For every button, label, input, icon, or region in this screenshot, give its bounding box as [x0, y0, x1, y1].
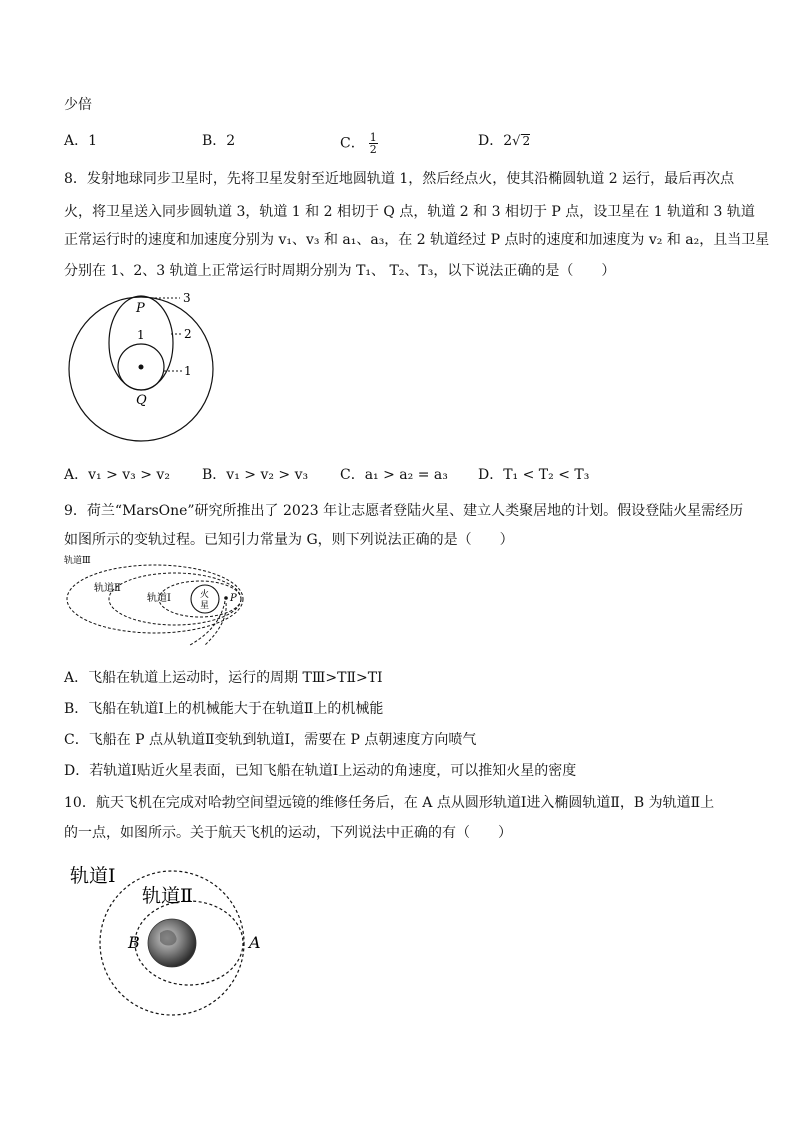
q8-text-line-1: 8．发射地球同步卫星时，先将卫星发射至近地圆轨道 1，然后经点火，使其沿椭圆轨道 2 运行，最后再次点 — [64, 171, 735, 187]
q7-option-c[interactable] — [340, 132, 478, 155]
q7-option-d[interactable] — [478, 132, 616, 155]
q8-option-b[interactable]: B．v₁ > v₂ > v₃ — [202, 467, 309, 483]
label-inner-1: 1 — [137, 328, 145, 342]
q9-option-c[interactable]: C．飞船在 P 点从轨道Ⅱ变轨到轨道Ⅰ，需要在 P 点朝速度方向喷气 — [64, 732, 477, 748]
q9-orbit-figure — [60, 553, 250, 653]
label-orbit-I: 轨道Ⅰ — [147, 593, 171, 604]
q7-option-c-label: C． — [340, 135, 365, 152]
q9-option-d[interactable]: D．若轨道Ⅰ贴近火星表面，已知飞船在轨道Ⅰ上运动的角速度，可以推知火星的密度 — [64, 763, 577, 779]
label-P: P — [136, 301, 145, 316]
q7-continuation: 少倍 — [64, 97, 92, 113]
label-2: 2 — [184, 327, 192, 341]
label-3: 3 — [183, 291, 191, 305]
q10-text-line-1: 10．航天飞机在完成对哈勃空间望远镜的维修任务后，在 A 点从圆形轨道Ⅰ进入椭圆轨道Ⅱ，B 为轨道Ⅱ上 — [64, 795, 715, 811]
q8-option-c[interactable]: C．a₁ > a₂ = a₃ — [340, 467, 448, 483]
q9-option-a[interactable]: A．飞船在轨道上运动时，运行的周期 TⅢ>TⅡ>TⅠ — [64, 670, 383, 686]
q10-text-line-2: 的一点，如图所示。关于航天飞机的运动，下列说法中正确的有（ ） — [64, 825, 512, 841]
radical-sign: √ — [512, 134, 521, 149]
q7-options — [64, 132, 754, 155]
label-orbit-I: 轨道Ⅰ — [70, 865, 116, 887]
q8-option-a[interactable]: A．v₁ > v₃ > v₂ — [64, 467, 170, 483]
label-1: 1 — [184, 364, 192, 378]
label-mars-bottom: 星 — [200, 601, 210, 611]
q10-orbit-figure — [60, 858, 280, 1018]
q9-text-line-2: 如图所示的变轨过程。已知引力常量为 G，则下列说法正确的是（ ） — [64, 532, 514, 548]
q7-option-a[interactable]: A．1 — [64, 133, 98, 149]
label-mars-top: 火 — [200, 590, 210, 600]
q8-orbit-figure — [60, 288, 230, 448]
label-B: B — [128, 933, 140, 952]
label-orbit-III: 轨道Ⅲ — [64, 556, 91, 566]
q8-option-d[interactable]: D．T₁ < T₂ < T₃ — [478, 467, 590, 483]
earth-dot — [139, 365, 144, 370]
q8-text-line-4: 分别在 1、2、3 轨道上正常运行时周期分别为 T₁、 T₂、T₃，以下说法正确的是（ ） — [64, 263, 616, 279]
orbit-II — [109, 573, 241, 625]
fraction: $\frac{1}{2}$ — [369, 131, 377, 156]
radicand: 2 — [522, 134, 531, 148]
q7-option-d-label: D．2 — [478, 133, 513, 149]
point-P-dot — [224, 596, 228, 600]
q7-option-b[interactable]: B．2 — [202, 133, 236, 149]
q8-options — [64, 466, 754, 484]
label-orbit-II: 轨道Ⅱ — [94, 583, 121, 594]
label-P: P — [230, 593, 237, 604]
q8-text-line-3: 正常运行时的速度和加速度分别为 v₁、v₃ 和 a₁、a₃，在 2 轨道经过 P 点时的速度和加速度为 v₂ 和 a₂，且当卫星 — [64, 232, 770, 248]
label-A: A — [249, 933, 261, 952]
label-orbit-II: 轨道Ⅱ — [142, 885, 193, 907]
label-Q: Q — [136, 393, 147, 408]
q9-text-line-1: 9．荷兰“MarsOne”研究所推出了 2023 年让志愿者登陆火星、建立人类聚居地的计划。假设登陆火星需经历 — [64, 503, 744, 519]
q9-option-b[interactable]: B．飞船在轨道Ⅰ上的机械能大于在轨道Ⅱ上的机械能 — [64, 701, 384, 717]
q8-text-line-2: 火，将卫星送入同步圆轨道 3，轨道 1 和 2 相切于 Q 点，轨道 2 和 3 相切于 P 点，设卫星在 1 轨道和 3 轨道 — [64, 204, 755, 220]
